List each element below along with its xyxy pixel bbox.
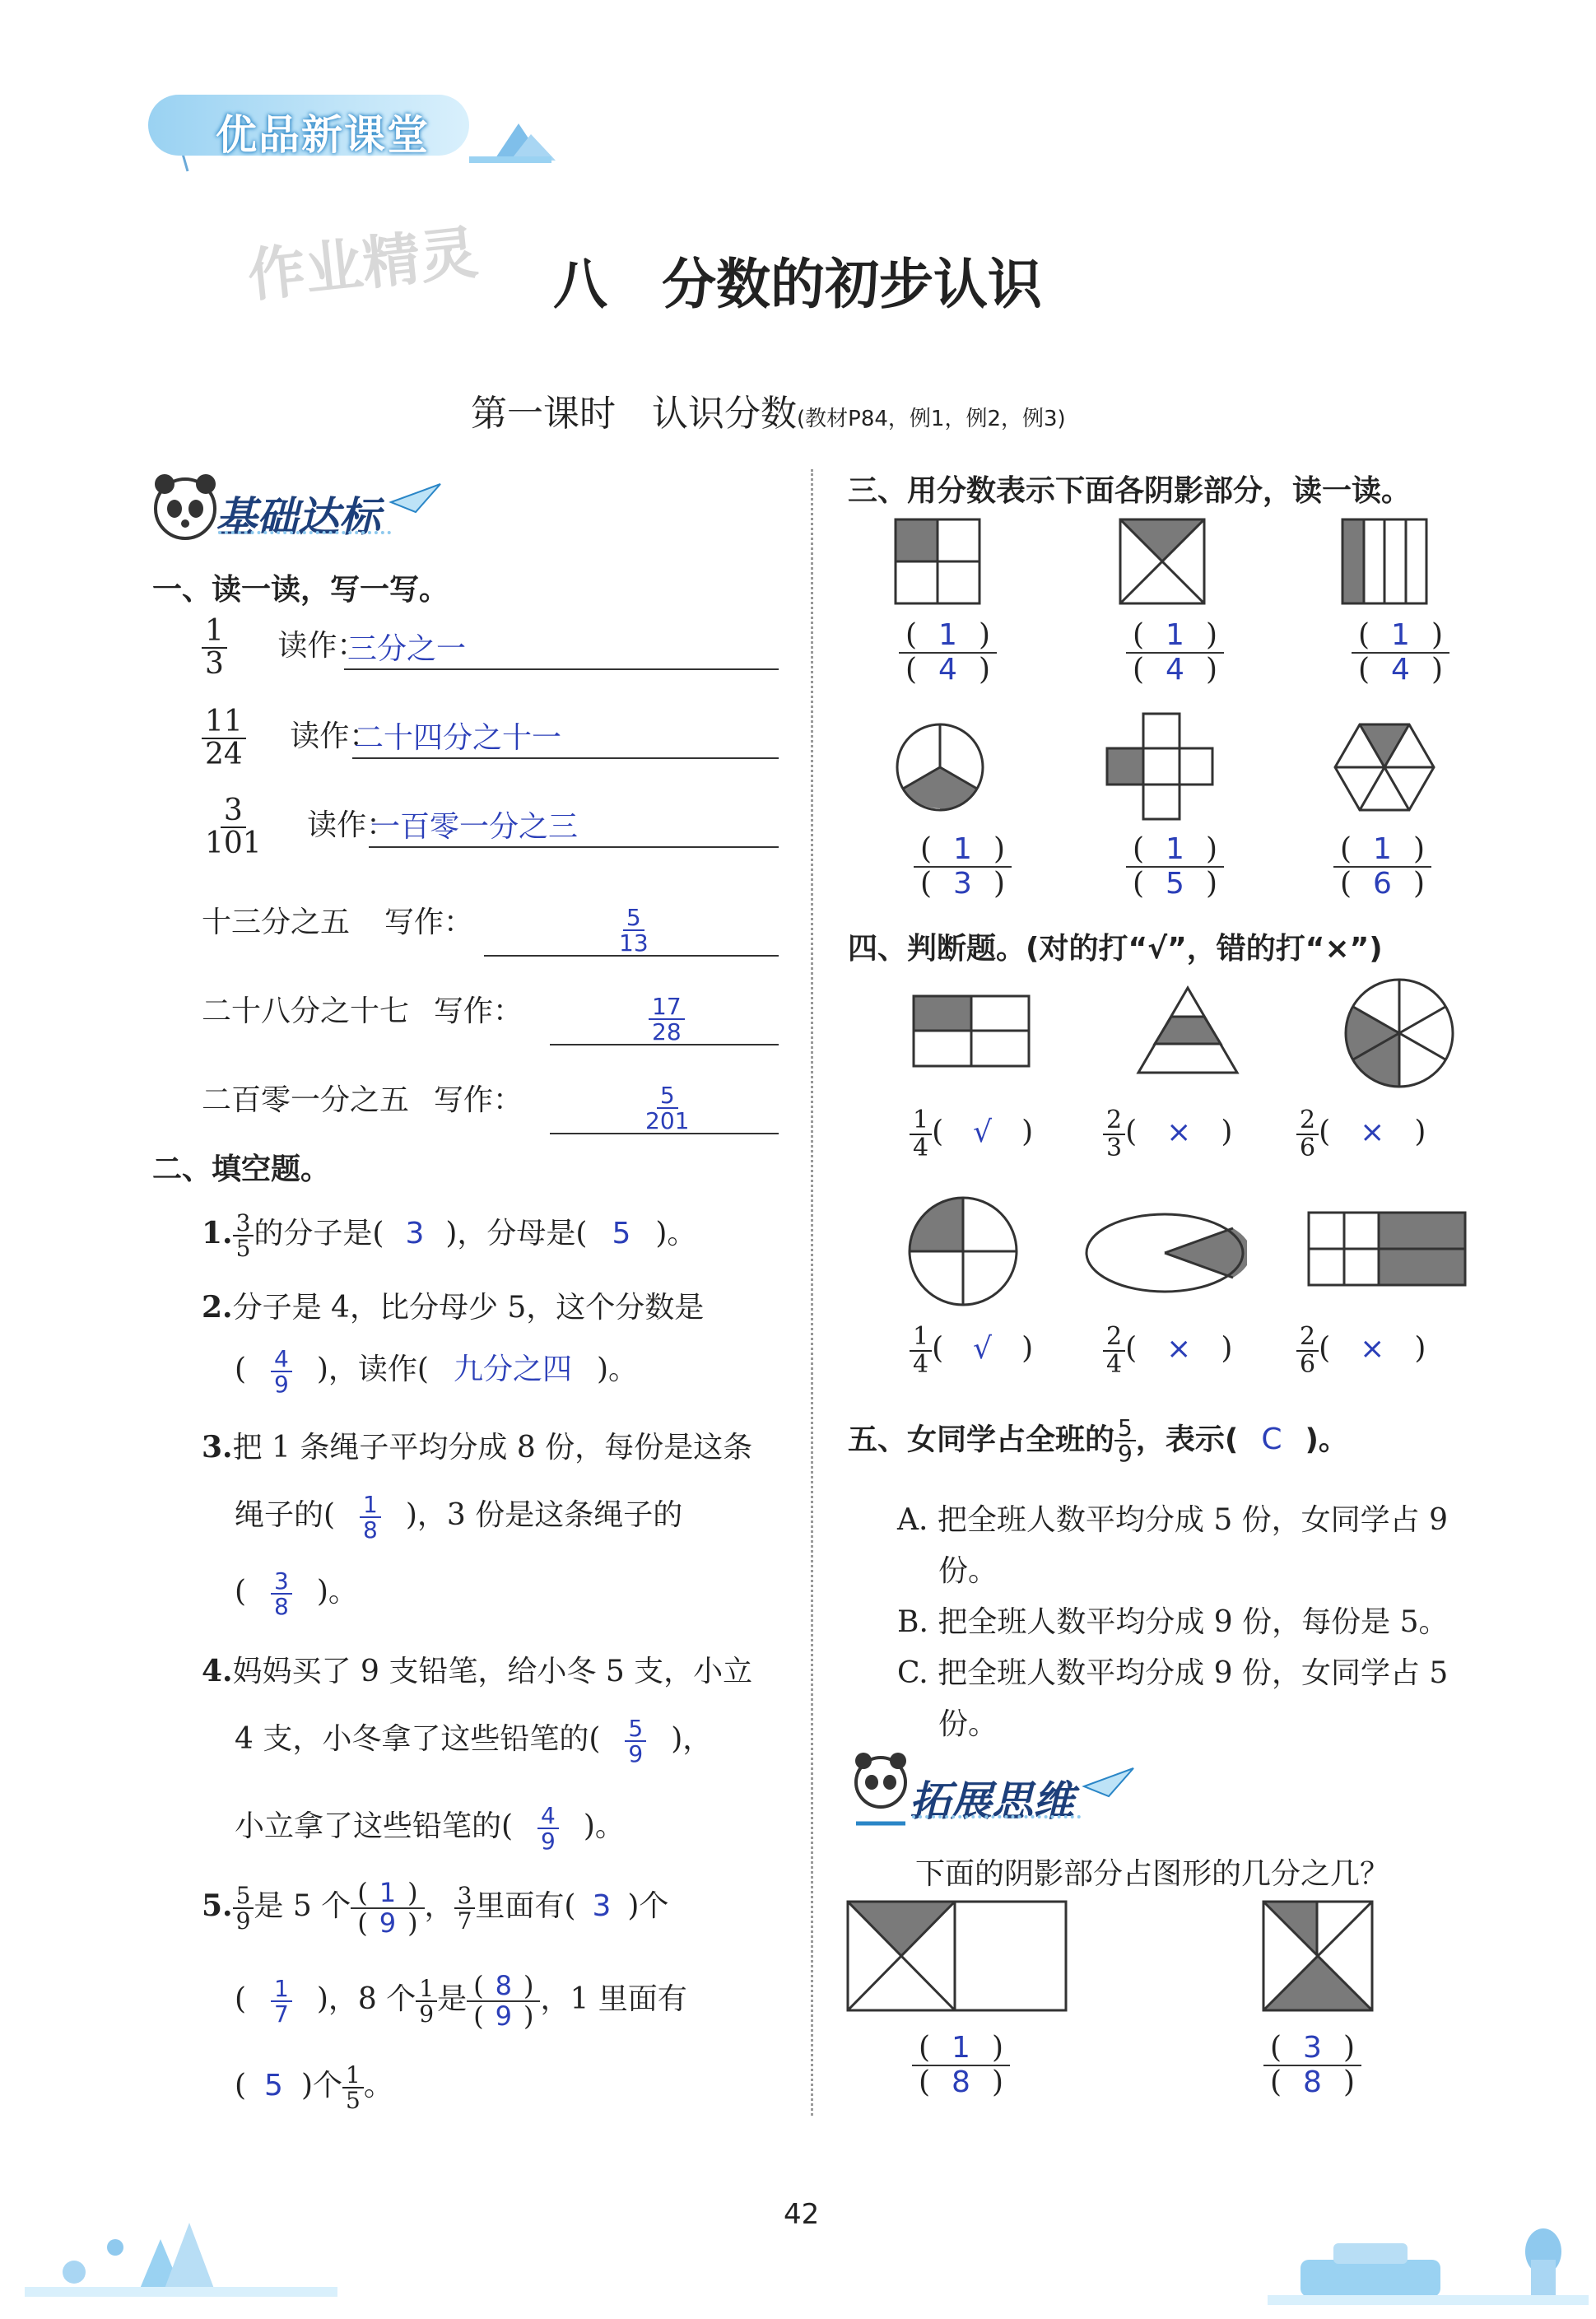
q2-item-3-line-2: 绳子的( $\frac{1}{8}$ )，3 份是这条绳子的 — [235, 1490, 683, 1544]
q4-item-3: $\frac{2}{6}$ ( × ) — [1296, 1107, 1426, 1161]
q1-write-row-3: 二百零一分之五 写作： — [202, 1083, 523, 1117]
brand-title: 优品新课堂 — [216, 111, 430, 159]
q2-item-2-line-1: 2.分子是 4，比分母少 5，这个分数是 — [202, 1290, 705, 1325]
paper-plane-icon — [387, 477, 444, 519]
q3-answer-5: $\frac{( 1 )}{( 5 )}$ — [1126, 833, 1224, 900]
section-basic: 基础达标 — [216, 493, 380, 541]
footer-decoration-left — [25, 2173, 337, 2297]
q2-item-2-line-2: ( $\frac{4}{9}$ )，读作( 九分之四 )。 — [235, 1344, 639, 1398]
lesson-name: 第一课时 认识分数 — [471, 393, 797, 435]
q1-read-answer-2: 二十四分之十一 — [354, 721, 562, 755]
q1-write-answer-2: $\frac{17}{28}$ — [649, 994, 685, 1045]
q5-option-a-cont: 份。 — [938, 1554, 998, 1588]
footer-decoration-right — [1268, 2182, 1589, 2305]
extend-question: 下面的阴影部分占图形的几分之几？ — [915, 1857, 1390, 1891]
q4-heading: 四、判断题。(对的打“√”，错的打“×”) — [848, 932, 1383, 966]
page-number: 42 — [784, 2198, 820, 2231]
q1-write-row-2: 二十八分之十七 写作： — [202, 994, 523, 1028]
q2-item-5-line-3: ( 5 )个 $\frac{1}{5}$ 。 — [235, 2061, 393, 2114]
q5-option-a: A. 把全班人数平均分成 5 份，女同学占 9 — [897, 1503, 1449, 1537]
figure-circle-sixths — [1342, 976, 1457, 1091]
lesson-title — [471, 384, 1066, 436]
extend-answer-1: $\frac{( 1 )}{( 8 )}$ — [912, 2032, 1010, 2098]
q2-item-4-line-2: 4 支，小冬拿了这些铅笔的( $\frac{5}{9}$ )， — [235, 1714, 713, 1767]
section-extend: 拓展思维 — [910, 1777, 1074, 1825]
figure-square-shaded — [1259, 1898, 1379, 2017]
q1-read-answer-1: 三分之一 — [347, 632, 467, 666]
q3-answer-1: $\frac{( 1 )}{( 4 )}$ — [899, 619, 997, 686]
q4-item-6: $\frac{2}{6}$ ( × ) — [1296, 1324, 1426, 1377]
mountain-icon — [461, 111, 560, 169]
figure-square-quarters — [893, 517, 984, 608]
q5-option-c: C. 把全班人数平均分成 9 份，女同学占 5 — [897, 1656, 1449, 1690]
fraction: $\frac{3}{101}$ — [205, 794, 262, 860]
q4-item-5: $\frac{2}{4}$ ( × ) — [1103, 1324, 1232, 1377]
q2-item-5-line-2: ( $\frac{1}{7}$ )，8 个 $\frac{1}{9}$ 是 $\frac{( 8 )}{( 9 )}$ ，1 里面有 — [235, 1970, 687, 2033]
figure-circle-thirds — [891, 718, 989, 817]
q2-item-3-line-3: ( $\frac{3}{8}$ )。 — [235, 1567, 358, 1620]
answer-line — [344, 668, 779, 670]
figure-ellipse — [1082, 1210, 1247, 1297]
q2-heading: 二、填空题。 — [152, 1153, 331, 1186]
figure-cross — [1103, 710, 1218, 825]
q3-answer-6: $\frac{( 1 )}{( 6 )}$ — [1333, 833, 1431, 900]
section-underline — [218, 531, 391, 534]
q2-item-4-line-1: 4.妈妈买了 9 支铅笔，给小冬 5 支，小立 — [202, 1654, 753, 1688]
q1-heading: 一、读一读，写一写。 — [152, 573, 449, 607]
q3-heading: 三、用分数表示下面各阴影部分，读一读。 — [848, 474, 1412, 508]
figure-rect-sixths — [1305, 1208, 1469, 1291]
q2-item-5-line-1: 5. $\frac{5}{9}$ 是 5 个 $\frac{( 1 )}{( 9 )}$ ， $\frac{3}{7}$ 里面有( 3 )个 — [202, 1877, 669, 1939]
q2-item-1: 1. $\frac{3}{5}$ 的分子是( 3 )，分母是( 5 )。 — [202, 1208, 697, 1262]
q3-answer-2: $\frac{( 1 )}{( 4 )}$ — [1126, 619, 1224, 686]
panda-icon — [148, 468, 222, 550]
q5-option-b: B. 把全班人数平均分成 9 份，每份是 5。 — [897, 1605, 1449, 1639]
figure-two-squares — [844, 1898, 1070, 2017]
q4-item-2: $\frac{2}{3}$ ( × ) — [1103, 1107, 1232, 1161]
figure-rect-parts — [910, 992, 1033, 1074]
q1-write-row-1: 十三分之五 写作： — [202, 906, 474, 939]
unit-title: 八 分数的初步认识 — [553, 253, 1042, 316]
q4-item-1: $\frac{1}{4}$ ( √ ) — [910, 1107, 1033, 1161]
q4-item-4: $\frac{1}{4}$ ( √ ) — [910, 1324, 1033, 1377]
section-underline — [912, 1815, 1081, 1818]
extend-answer-2: $\frac{( 3 )}{( 8 )}$ — [1263, 2032, 1361, 2098]
figure-circle-quarters — [905, 1194, 1021, 1309]
lesson-ref: (教材P84，例1，例2，例3) — [797, 407, 1066, 431]
q1-write-answer-1: $\frac{5}{13}$ — [619, 904, 649, 957]
paper-plane-icon — [1080, 1762, 1138, 1803]
panda-skater-icon — [844, 1749, 918, 1832]
answer-line — [352, 757, 779, 759]
q1-read-row-1: $\frac{1}{3}$ 读作： — [202, 616, 366, 680]
q1-read-answer-3: 一百零一分之三 — [370, 810, 579, 844]
q3-answer-4: $\frac{( 1 )}{( 3 )}$ — [914, 833, 1012, 900]
figure-hexagon — [1327, 718, 1442, 817]
q1-write-answer-3: $\frac{5}{201}$ — [645, 1082, 690, 1135]
q3-answer-3: $\frac{( 1 )}{( 4 )}$ — [1352, 619, 1449, 686]
q1-read-row-2: $\frac{11}{24}$ 读作： — [202, 706, 379, 771]
column-divider — [811, 469, 813, 2116]
figure-square-diagonals — [1118, 517, 1208, 608]
watermark: 作业精灵 — [244, 218, 482, 310]
answer-line — [369, 846, 779, 848]
fraction: $\frac{11}{24}$ — [202, 706, 246, 771]
q2-item-3-line-1: 3.把 1 条绳子平均分成 8 份，每份是这条 — [202, 1430, 753, 1465]
figure-square-strips — [1340, 517, 1431, 608]
q2-item-4-line-3: 小立拿了这些铅笔的( $\frac{4}{9}$ )。 — [235, 1801, 625, 1855]
fraction: $\frac{1}{3}$ — [202, 616, 227, 680]
q5-heading: 五、女同学占全班的 $\frac{5}{9}$ ，表示( C )。 — [848, 1414, 1348, 1468]
q1-read-row-3: $\frac{3}{101}$ 读作： — [202, 795, 396, 859]
figure-triangle — [1134, 984, 1241, 1078]
q5-option-c-cont: 份。 — [938, 1707, 998, 1741]
